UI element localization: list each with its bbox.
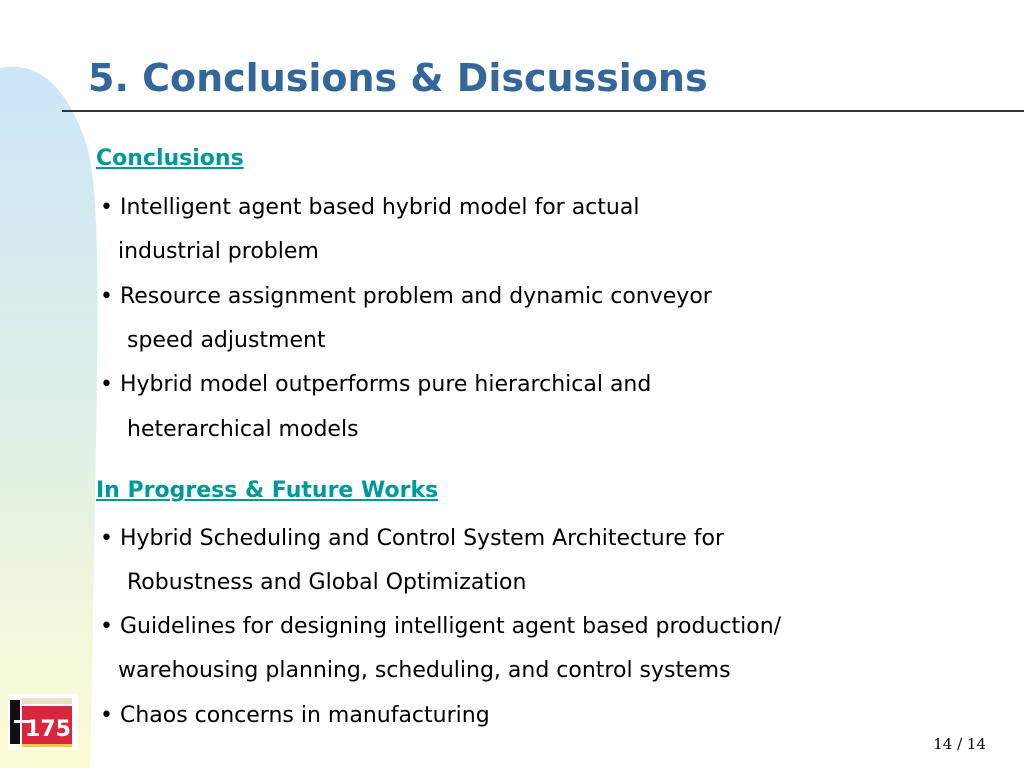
future-works-line: • Hybrid Scheduling and Control System Architecture for	[100, 526, 725, 551]
future-works-line: • Guidelines for designing intelligent agent based production/	[100, 614, 782, 639]
conclusions-line: • Resource assignment problem and dynamic conveyor	[100, 284, 712, 309]
future-works-line: • Chaos concerns in manufacturing	[100, 703, 490, 728]
future-works-line: Robustness and Global Optimization	[127, 570, 527, 595]
conclusions-heading: Conclusions	[96, 146, 244, 171]
logo-number: 175	[25, 717, 71, 742]
conclusions-line: speed adjustment	[127, 328, 326, 353]
page-number: 14 / 14	[933, 735, 986, 753]
conclusions-line: industrial problem	[118, 239, 319, 264]
conclusions-line: • Intelligent agent based hybrid model for actual	[100, 195, 640, 220]
slide-title: 5. Conclusions & Discussions	[88, 56, 708, 100]
conclusions-line: • Hybrid model outperforms pure hierarchical and	[100, 372, 652, 397]
rensselaer-175-logo-icon	[8, 694, 78, 750]
conclusions-line: heterarchical models	[127, 417, 359, 442]
future-works-heading: In Progress & Future Works	[96, 478, 439, 503]
future-works-line: warehousing planning, scheduling, and control systems	[118, 658, 731, 683]
title-divider	[62, 110, 1024, 112]
